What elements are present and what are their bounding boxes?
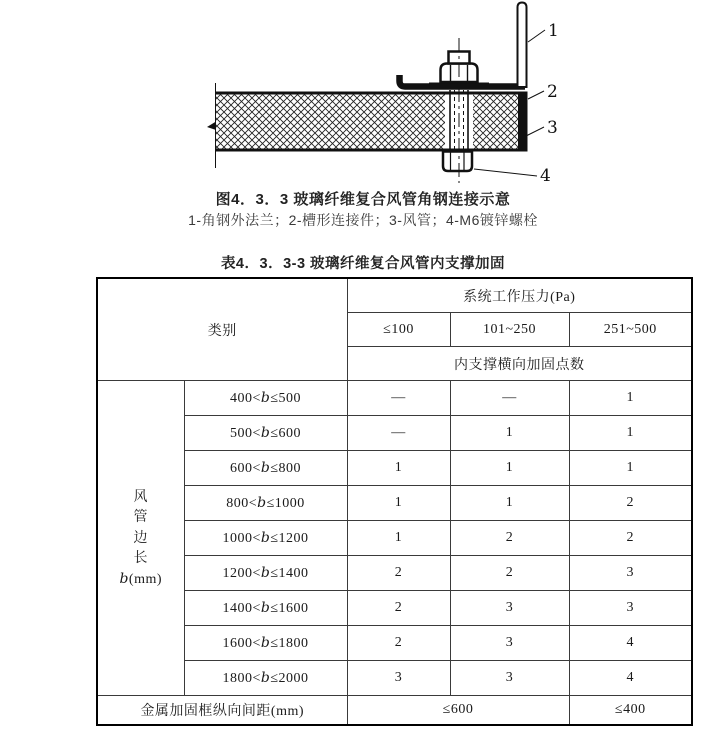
- value-cell: 3: [450, 591, 569, 626]
- size-range-cell: 1600<b≤1800: [184, 626, 347, 661]
- value-cell: 1: [347, 521, 450, 556]
- table-row: [97, 486, 692, 521]
- table-row: [97, 451, 692, 486]
- value-cell: 3: [347, 661, 450, 696]
- leader-line-4: [474, 169, 537, 176]
- value-cell: 2: [347, 626, 450, 661]
- break-mark: [207, 122, 216, 131]
- value-cell: 4: [569, 626, 692, 661]
- value-cell: —: [347, 416, 450, 451]
- table-row: [97, 661, 692, 696]
- size-range-cell: 600<b≤800: [184, 451, 347, 486]
- size-range-cell: 800<b≤1000: [184, 486, 347, 521]
- value-cell: 1: [450, 451, 569, 486]
- figure-legend: 1-角钢外法兰；2-槽形连接件；3-风管；4-M6镀锌螺栓: [188, 212, 538, 228]
- part-label-1: 1: [548, 21, 559, 41]
- leader-line-3: [526, 127, 544, 136]
- value-cell: 3: [569, 591, 692, 626]
- size-range-cell: 1200<b≤1400: [184, 556, 347, 591]
- pressure-col-header: ≤100: [347, 313, 450, 347]
- value-cell: 3: [569, 556, 692, 591]
- table-row: [97, 556, 692, 591]
- hex-nut-bottom: [443, 152, 472, 172]
- value-cell: 3: [450, 661, 569, 696]
- part-label-2: 2: [547, 82, 558, 102]
- value-cell: 1: [347, 451, 450, 486]
- value-cell: 4: [569, 661, 692, 696]
- value-cell: —: [347, 381, 450, 416]
- size-range-cell: 1000<b≤1200: [184, 521, 347, 556]
- value-cell: 2: [347, 556, 450, 591]
- duct-connection-diagram: [0, 0, 726, 186]
- value-cell: 1: [450, 416, 569, 451]
- value-cell: —: [450, 381, 569, 416]
- table-row: [97, 416, 692, 451]
- size-range-cell: 1800<b≤2000: [184, 661, 347, 696]
- value-cell: 2: [347, 591, 450, 626]
- footer-value-cell: ≤400: [569, 696, 692, 726]
- size-range-cell: 400<b≤500: [184, 381, 347, 416]
- table-row: [97, 591, 692, 626]
- value-cell: 1: [569, 451, 692, 486]
- channel-connector-web: [518, 92, 528, 152]
- value-cell: 1: [569, 381, 692, 416]
- value-cell: 3: [450, 626, 569, 661]
- value-cell: 2: [569, 521, 692, 556]
- value-cell: 1: [450, 486, 569, 521]
- leader-line-1: [528, 30, 545, 42]
- footer-value-cell: ≤600: [347, 696, 569, 726]
- figure-caption: 图4．3．3 玻璃纤维复合风管角钢连接示意: [215, 191, 511, 208]
- value-cell: 1: [347, 486, 450, 521]
- table-header-row: [97, 278, 692, 313]
- reinforcement-table: [96, 277, 693, 726]
- table-row: [97, 626, 692, 661]
- value-cell: 2: [450, 556, 569, 591]
- table-row: [97, 521, 692, 556]
- value-cell: 1: [569, 416, 692, 451]
- category-header-cell: 类别: [97, 278, 347, 381]
- table-title: 表4．3．3-3 玻璃纤维复合风管内支撑加固: [220, 256, 506, 272]
- part-label-4: 4: [540, 166, 551, 186]
- side-header-cell: [97, 381, 184, 696]
- pressure-col-header: 101~250: [450, 313, 569, 347]
- footer-label-cell: 金属加固框纵向间距(mm): [97, 696, 347, 726]
- points-title-cell: 内支撑横向加固点数: [347, 347, 692, 381]
- value-cell: 2: [569, 486, 692, 521]
- size-range-cell: 1400<b≤1600: [184, 591, 347, 626]
- leader-line-2: [528, 91, 544, 99]
- size-range-cell: 500<b≤600: [184, 416, 347, 451]
- part-label-3: 3: [547, 118, 558, 138]
- pressure-col-header: 251~500: [569, 313, 692, 347]
- side-var-label: b(mm): [119, 571, 163, 588]
- angle-steel-flange: [518, 3, 527, 88]
- table-footer-row: [97, 696, 692, 726]
- side-vertical-label: 风管边长: [133, 489, 148, 566]
- value-cell: 2: [450, 521, 569, 556]
- pressure-title-cell: 系统工作压力(Pa): [347, 278, 692, 313]
- table-row: [97, 381, 692, 416]
